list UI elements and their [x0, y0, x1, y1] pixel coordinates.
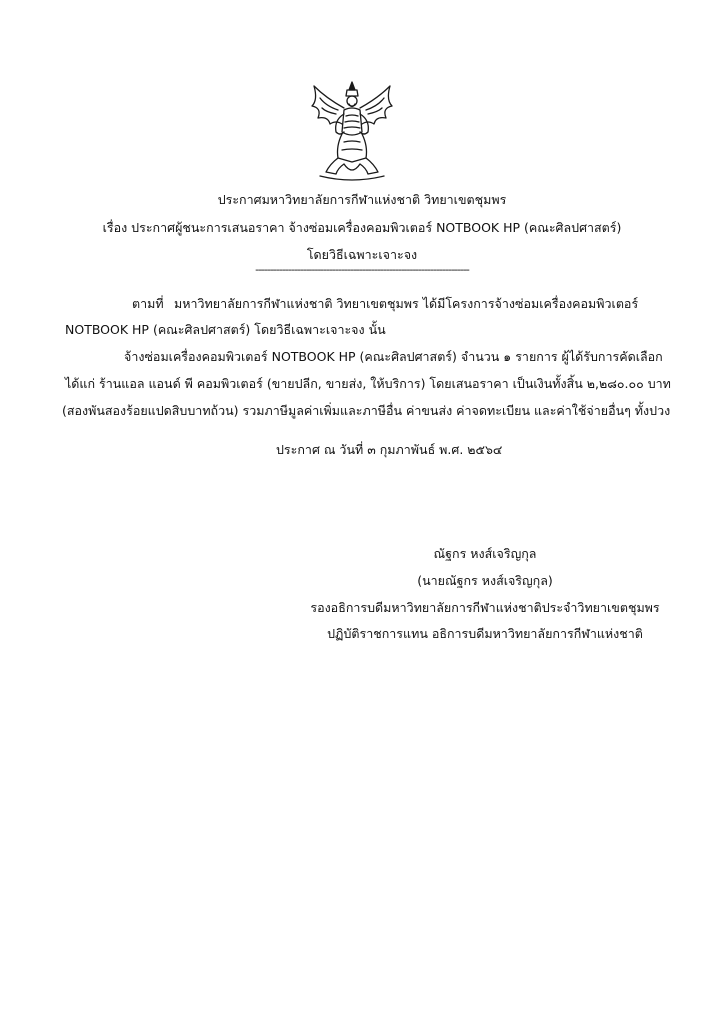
announcement-date: ประกาศ ณ วันที่ ๓ กุมภาพันธ์ พ.ศ. ๒๕๖๔ — [276, 442, 503, 457]
divider-line: ------------------------------------------------------------------------ — [255, 263, 469, 276]
paragraph-1-line-2: NOTBOOK HP (คณะศิลปศาสตร์) โดยวิธีเฉพาะเจาะจง นั้น — [65, 322, 386, 337]
paragraph-1-text: มหาวิทยาลัยการกีฬาแห่งชาติ วิทยาเขตชุมพร ได้มีโครงการจ้างซ่อมเครื่องคอมพิวเตอร์ — [174, 296, 639, 311]
signature-signed-name: ณัฐกร หงส์เจริญกุล — [433, 546, 537, 561]
paragraph-2-line-2: ได้แก่ ร้านแอล แอนด์ พี คอมพิวเตอร์ (ขายปลีก, ขายส่ง, ให้บริการ) โดยเสนอราคา เป็นเงินทั้งสิ้น ๒,๒๘๐.๐๐ บาท — [65, 376, 671, 391]
paragraph-2-line-3: (สองพันสองร้อยแปดสิบบาทถ้วน) รวมภาษีมูลค่าเพิ่มและภาษีอื่น ค่าขนส่ง ค่าจดทะเบียน และค่าใช้จ่ายอื่นๆ ทั้งปวง — [62, 403, 671, 418]
garuda-emblem-icon — [308, 80, 396, 182]
paragraph-1-lead: ตามที่ — [132, 296, 164, 311]
announcement-subject: เรื่อง ประกาศผู้ชนะการเสนอราคา จ้างซ่อมเครื่องคอมพิวเตอร์ NOTBOOK HP (คณะศิลปศาสตร์) — [102, 220, 622, 235]
procurement-method: โดยวิธีเฉพาะเจาะจง — [306, 247, 418, 262]
paragraph-1-line-1 — [132, 294, 638, 314]
paragraph-2-line-1: จ้างซ่อมเครื่องคอมพิวเตอร์ NOTBOOK HP (คณะศิลปศาสตร์) จำนวน ๑ รายการ ผู้ได้รับการคัดเลือก — [124, 349, 663, 364]
signature-position-2: ปฏิบัติราชการแทน อธิการบดีมหาวิทยาลัยการกีฬาแห่งชาติ — [327, 626, 643, 641]
announcement-title: ประกาศมหาวิทยาลัยการกีฬาแห่งชาติ วิทยาเขตชุมพร — [217, 192, 507, 207]
signature-position-1: รองอธิการบดีมหาวิทยาลัยการกีฬาแห่งชาติประจำวิทยาเขตชุมพร — [310, 600, 660, 615]
signature-full-name: (นายณัฐกร หงส์เจริญกุล) — [417, 573, 553, 588]
